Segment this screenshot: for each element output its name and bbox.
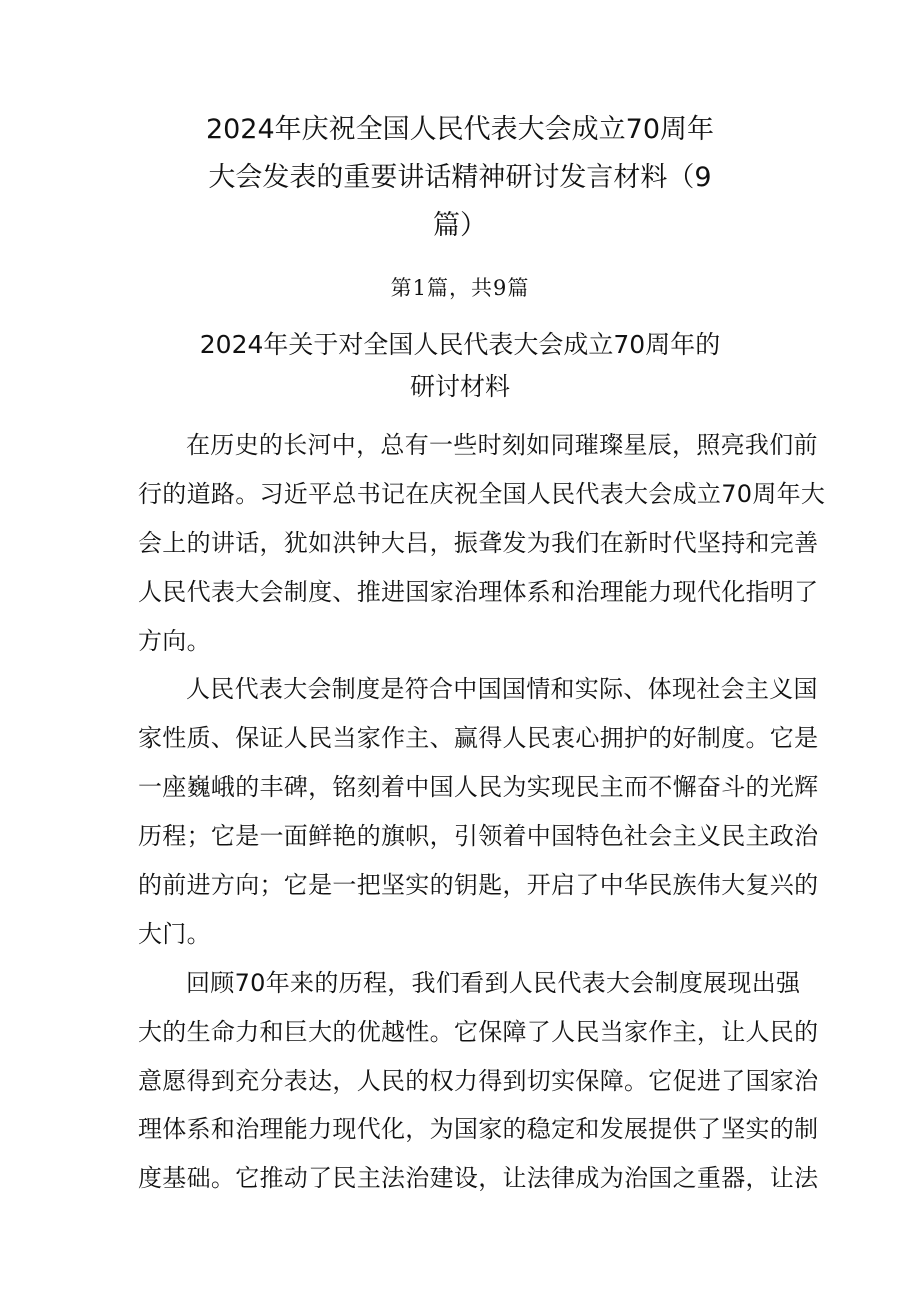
paragraph-line: 方向。 [138, 626, 211, 655]
paragraph [138, 424, 826, 668]
section-title-line: 2024年关于对全国人民代表大会成立70周年的 [199, 330, 721, 359]
paragraph-line: 行的道路。习近平总书记在庆祝全国人民代表大会成立70周年大 [138, 479, 826, 508]
paragraph-line: 人民代表大会制度是符合中国国情和实际、体现社会主义国 [186, 675, 818, 704]
paragraph-line: 会上的讲话，犹如洪钟大吕，振聋发为我们在新时代坚持和完善 [138, 528, 819, 557]
paragraph-line: 理体系和治理能力现代化，为国家的稳定和发展提供了坚实的制 [138, 1115, 819, 1144]
paragraph-line: 回顾70年来的历程，我们看到人民代表大会制度展现出强 [186, 968, 801, 997]
paragraph-line: 大门。 [138, 919, 211, 948]
section-title-line: 研讨材料 [409, 372, 510, 401]
title-line: 篇） [433, 210, 487, 241]
paragraph-line: 的前进方向；它是一把坚实的钥匙，开启了中华民族伟大复兴的 [138, 871, 819, 900]
document-title [120, 106, 800, 250]
paragraph-line: 家性质、保证人民当家作主、赢得人民衷心拥护的好制度。它是 [138, 724, 819, 753]
title-line: 2024年庆祝全国人民代表大会成立70周年 [205, 114, 715, 145]
section-title [120, 324, 800, 408]
paragraph [138, 962, 819, 1206]
paragraph-line: 一座巍峨的丰碑，铭刻着中国人民为实现民主而不懈奋斗的光辉 [138, 773, 819, 802]
title-line: 大会发表的重要讲话精神研讨发言材料（9 [208, 162, 712, 193]
paragraph-line: 在历史的长河中，总有一些时刻如同璀璨星辰，照亮我们前 [186, 431, 818, 459]
paragraph-line: 意愿得到充分表达，人民的权力得到切实保障。它促进了国家治 [138, 1066, 819, 1095]
paragraph-line: 历程；它是一面鲜艳的旗帜，引领着中国特色社会主义民主政治 [138, 822, 819, 851]
paragraph-line: 大的生命力和巨大的优越性。它保障了人民当家作主，让人民的 [138, 1017, 819, 1046]
paragraph [138, 668, 819, 961]
body-text [138, 424, 826, 1206]
chapter-marker: 第1篇，共9篇 [390, 276, 530, 300]
paragraph-line: 度基础。它推动了民主法治建设，让法律成为治国之重器，让法 [138, 1164, 819, 1193]
paragraph-line: 人民代表大会制度、推进国家治理体系和治理能力现代化指明了 [138, 577, 819, 606]
